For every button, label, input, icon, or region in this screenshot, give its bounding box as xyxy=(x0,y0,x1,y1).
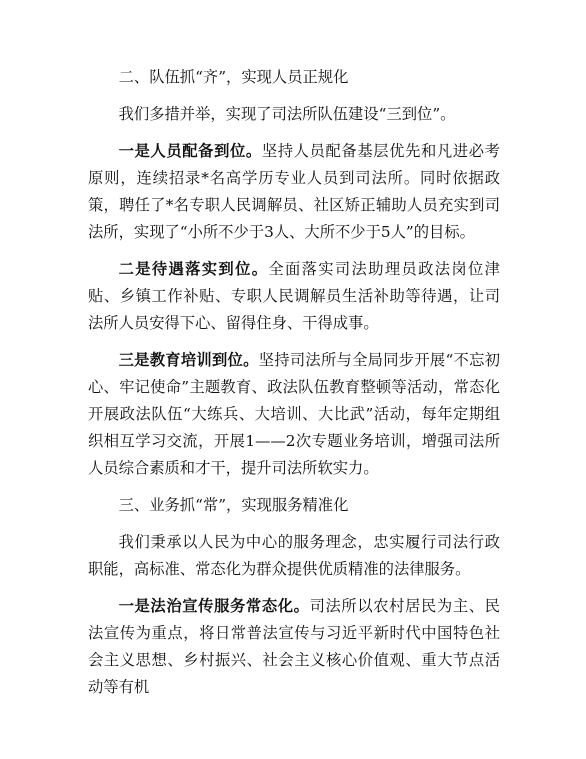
paragraph-intro-service xyxy=(88,529,500,583)
paragraph-text: 全面落实司法助理员政法岗位津贴、乡镇工作补贴、专职人民调解员生活补助等待遇，让司法所人员安得下心、留得住身、干得成事。 xyxy=(88,260,500,332)
paragraph-lead: 二是待遇落实到位。 xyxy=(118,260,269,278)
paragraph-intro-team xyxy=(88,101,500,128)
section-heading-team xyxy=(88,64,500,91)
paragraph-lead: 三是教育培训到位。 xyxy=(118,351,259,369)
section-heading-service xyxy=(88,492,500,519)
paragraph-text: 我们秉承以人民为中心的服务理念，忠实履行司法行政职能，高标准、常态化为群众提供优质精准的法律服务。 xyxy=(88,533,500,578)
paragraph-legal-publicity xyxy=(88,593,500,701)
paragraph-benefits xyxy=(88,256,500,337)
paragraph-text: 我们多措并举，实现了司法所队伍建设“三到位”。 xyxy=(118,105,456,123)
paragraph-lead: 一是法治宣传服务常态化。 xyxy=(118,597,310,615)
heading-text: 二、队伍抓“齐”，实现人员正规化 xyxy=(118,68,349,86)
paragraph-text: 坚持司法所与全局同步开展“不忘初心、牢记使命”主题教育、政法队伍教育整顿等活动，常态化开展政法队伍“大练兵、大培训、大比武”活动，每年定期组织相互学习交流，开展1——2次专题业务培训，增强司法所人员综合素质和才干，提升司法所软实力。 xyxy=(88,351,500,477)
document-body xyxy=(88,64,500,711)
paragraph-lead: 一是人员配备到位。 xyxy=(118,142,262,160)
paragraph-text: 坚持人员配备基层优先和凡进必考原则，连续招录*名高学历专业人员到司法所。同时依据政策，聘任了*名专职人民调解员、社区矫正辅助人员充实到司法所，实现了“小所不少于3人、大所不少于5人”的目标。 xyxy=(88,142,500,241)
paragraph-staffing xyxy=(88,138,500,246)
heading-text: 三、业务抓“常”，实现服务精准化 xyxy=(118,496,349,514)
paragraph-training xyxy=(88,347,500,482)
paragraph-text: 司法所以农村居民为主、民法宣传为重点，将日常普法宣传与习近平新时代中国特色社会主义思想、乡村振兴、社会主义核心价值观、重大节点活动等有机 xyxy=(88,597,500,696)
